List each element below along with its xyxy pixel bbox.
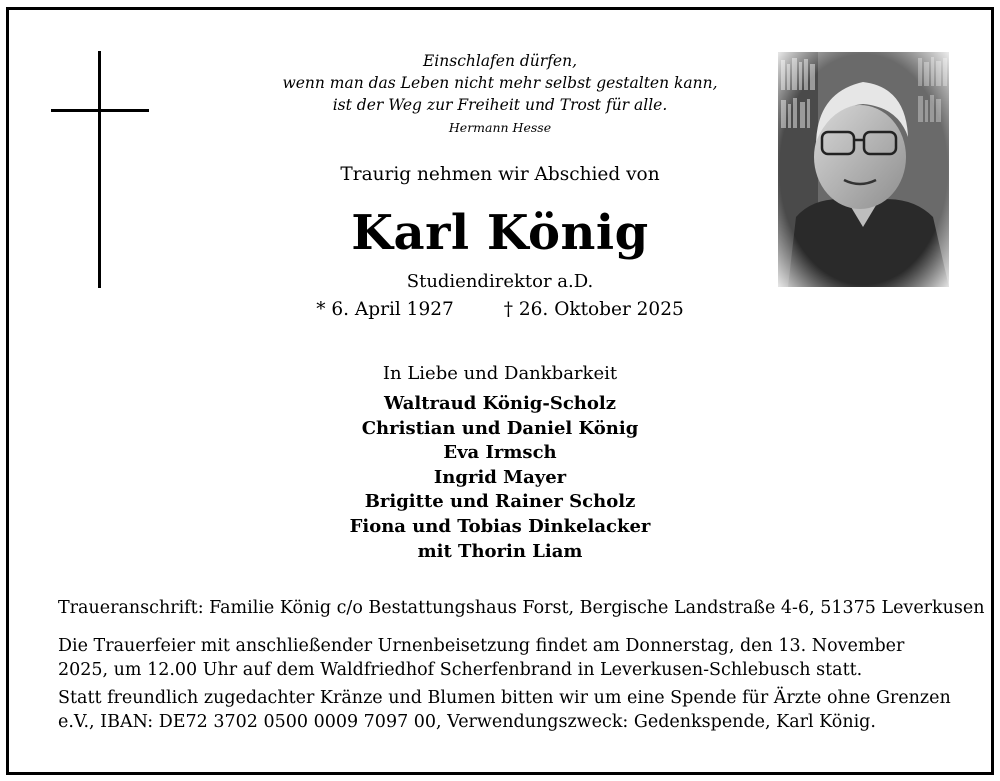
mourner: Ingrid Mayer [433, 466, 567, 488]
portrait-photo [778, 52, 949, 287]
mourners-list [0, 392, 1000, 564]
quote-author: Hermann Hesse [448, 120, 552, 135]
death-date: † 26. Oktober 2025 [503, 299, 684, 320]
intro-text: Traurig nehmen wir Abschied von [340, 164, 660, 185]
deceased-name: Karl König [351, 205, 649, 261]
life-dates [0, 299, 1000, 320]
mourner: Fiona und Tobias Dinkelacker [349, 515, 651, 537]
thanks-text: In Liebe und Dankbarkeit [382, 363, 618, 384]
mourner: Brigitte und Rainer Scholz [364, 491, 636, 513]
mourner: Eva Irmsch [443, 442, 557, 464]
deceased-title: Studiendirektor a.D. [406, 271, 594, 292]
service-info: Die Trauerfeier mit anschließender Urnenbeisetzung findet am Donnerstag, den 13. November 2025, um 12.00 Uhr auf dem Waldfriedhof Scherfenbrand in Leverkusen-Schlebusch statt. [58, 636, 905, 680]
mourner: Waltraud König-Scholz [384, 393, 616, 414]
quote-line: ist der Weg zur Freiheit und Trost für alle. [332, 96, 668, 114]
mourner: mit Thorin Liam [417, 540, 583, 562]
quote-line: wenn man das Leben nicht mehr selbst gestalten kann, [282, 74, 718, 92]
quote-line: Einschlafen dürfen, [422, 52, 578, 70]
donation-info: Statt freundlich zugedachter Kränze und Blumen bitten wir um eine Spende für Ärzte ohne Grenzen e.V., IBAN: DE72 3702 0500 0009 7097 00, Verwendungszweck: Gedenkspende, Karl König. [58, 688, 951, 732]
funeral-address: Traueranschrift: Familie König c/o Bestattungshaus Forst, Bergische Landstraße 4-6, 51375 Leverkusen [58, 598, 985, 618]
birth-date: * 6. April 1927 [316, 299, 454, 320]
mourner: Christian und Daniel König [361, 417, 639, 439]
